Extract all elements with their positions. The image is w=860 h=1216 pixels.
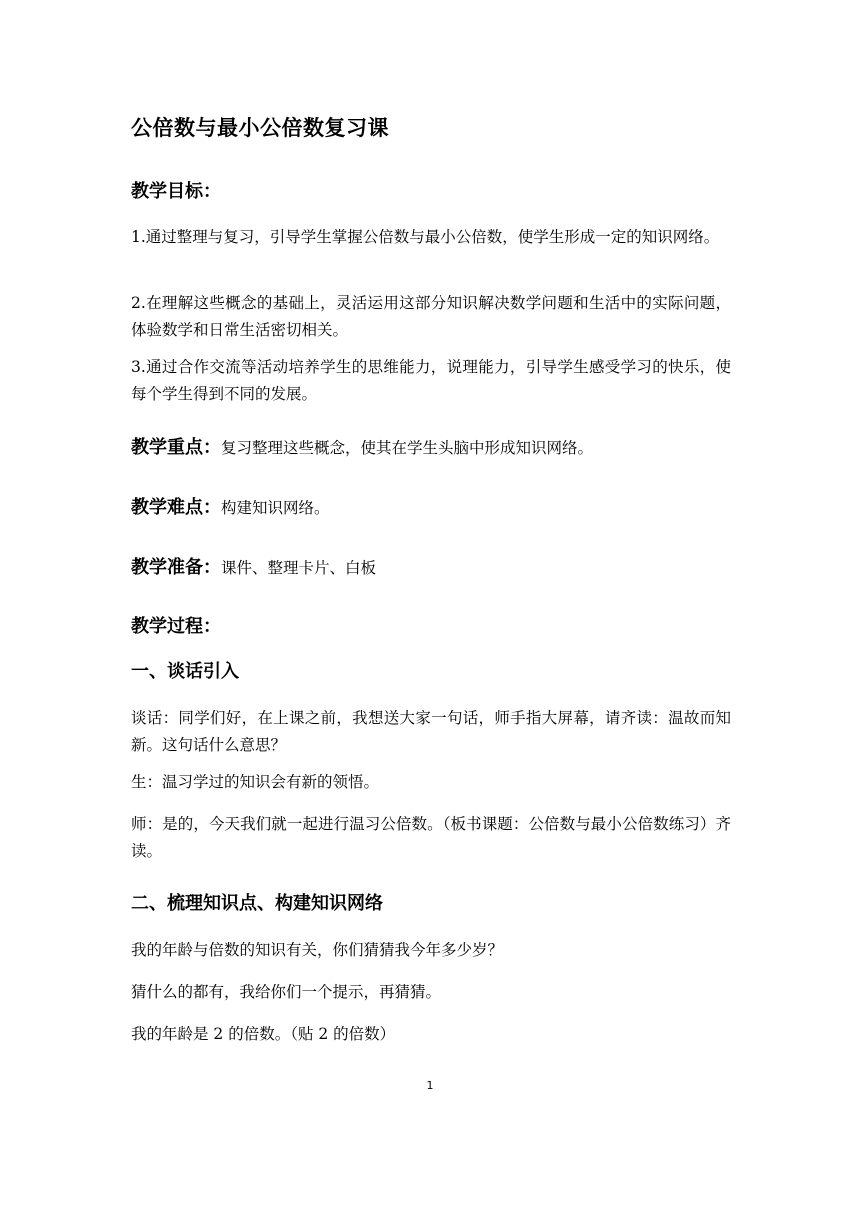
difficulty-label: 教学难点： xyxy=(131,497,221,518)
section2-paragraph-1: 我的年龄与倍数的知识有关，你们猜猜我今年多少岁？ xyxy=(131,941,504,959)
section1-paragraph-1: 谈话：同学们好，在上课之前，我想送大家一句话，师手指大屏幕，请齐读：温故而知新。这句话什么意思？ xyxy=(131,709,731,754)
section1-paragraph-2: 生：温习学过的知识会有新的领悟。 xyxy=(131,773,380,791)
objective-item-2: 2.在理解这些概念的基础上，灵活运用这部分知识解决数学问题和生活中的实际问题，体验数学和日常生活密切相关。 xyxy=(131,294,731,339)
preparation-row xyxy=(131,553,376,579)
preparation-label: 教学准备： xyxy=(131,557,221,578)
objectives-heading: 教学目标： xyxy=(131,181,221,202)
section1-paragraph-3: 师：是的，今天我们就一起进行温习公倍数。（板书课题：公倍数与最小公倍数练习）齐读。 xyxy=(131,815,731,860)
section2-heading: 二、梳理知识点、构建知识网络 xyxy=(131,893,383,914)
objective-item-1: 1.通过整理与复习，引导学生掌握公倍数与最小公倍数，使学生形成一定的知识网络。 xyxy=(131,228,720,246)
section2-paragraph-3: 我的年龄是 2 的倍数。（贴 2 的倍数） xyxy=(131,1025,396,1043)
document-title: 公倍数与最小公倍数复习课 xyxy=(131,116,389,140)
page-number: 1 xyxy=(426,1079,434,1092)
difficulty-text: 构建知识网络。 xyxy=(221,499,330,517)
difficulty-row xyxy=(131,493,330,519)
section2-paragraph-2: 猜什么的都有，我给你们一个提示，再猜猜。 xyxy=(131,983,442,1001)
section1-heading: 一、谈话引入 xyxy=(131,661,239,682)
key-point-text: 复习整理这些概念，使其在学生头脑中形成知识网络。 xyxy=(221,439,594,457)
preparation-text: 课件、整理卡片、白板 xyxy=(221,559,377,577)
objective-item-3: 3.通过合作交流等活动培养学生的思维能力，说理能力，引导学生感受学习的快乐，使每个学生得到不同的发展。 xyxy=(131,358,731,403)
key-point-row xyxy=(131,433,593,459)
process-heading: 教学过程： xyxy=(131,616,221,637)
key-point-label: 教学重点： xyxy=(131,437,221,458)
